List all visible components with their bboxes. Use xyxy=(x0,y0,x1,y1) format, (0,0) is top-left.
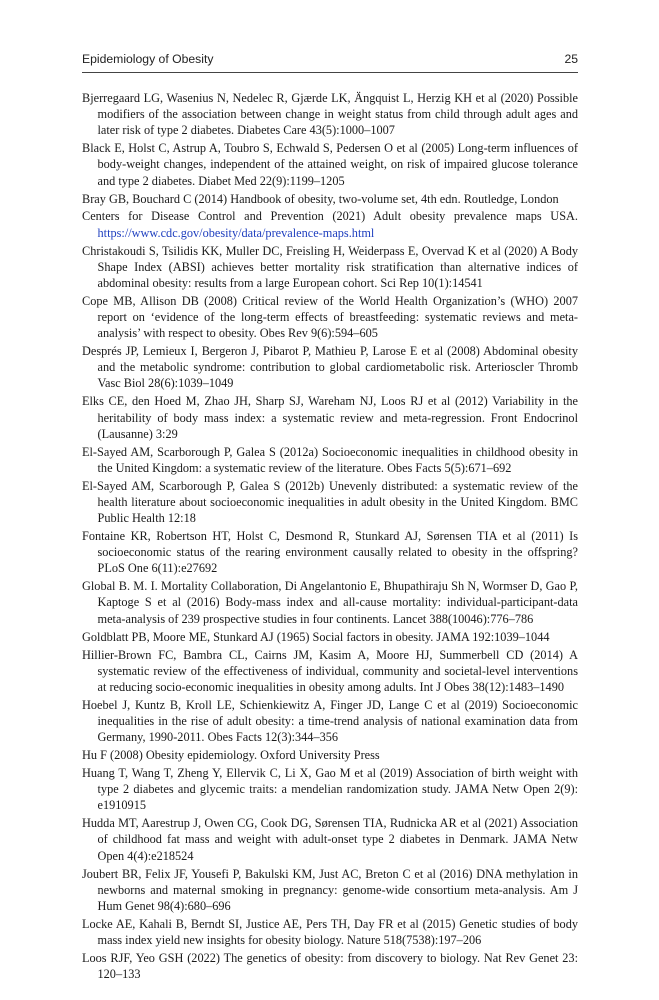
reference-text: Black E, Holst C, Astrup A, Toubro S, Echwald S, Pedersen O et al (2005) Long-term influences of body-weight changes, independent of the attained weight, on risk of impaired glucose tolerance and type 2 diabetes. Diabet Med 22(9):1199–1205 xyxy=(82,141,578,188)
reference-list xyxy=(82,90,578,984)
reference-item xyxy=(82,191,578,207)
reference-item xyxy=(82,916,578,948)
reference-item xyxy=(82,950,578,982)
reference-item xyxy=(82,140,578,188)
reference-item xyxy=(82,444,578,476)
reference-text: El-Sayed AM, Scarborough P, Galea S (2012b) Unevenly distributed: a systematic review of the health literature about socioeconomic inequalities in adult obesity in the United Kingdom. BMC Public Health 12:18 xyxy=(82,478,578,526)
reference-text: Loos RJF, Yeo GSH (2022) The genetics of obesity: from discovery to biology. Nat Rev Genet 23: 120–133 xyxy=(82,950,578,982)
page-number: 25 xyxy=(564,52,578,66)
header-rule xyxy=(82,72,578,73)
reference-text: Joubert BR, Felix JF, Yousefi P, Bakulski KM, Just AC, Breton C et al (2016) DNA methylation in newborns and maternal smoking in pregnancy: genome-wide consortium meta-analysis. Am J Hum Genet 98(4):680–696 xyxy=(82,866,578,913)
reference-item xyxy=(82,478,578,526)
reference-text: Bjerregaard LG, Wasenius N, Nedelec R, Gjærde LK, Ängquist L, Herzig KH et al (2020) Possible modifiers of the association between change in weight status from child through adult ages and later risk of type 2 diabetes. Diabetes Care 43(5):1000–1007 xyxy=(82,91,578,138)
reference-item xyxy=(82,208,578,240)
reference-text: Hu F (2008) Obesity epidemiology. Oxford University Press xyxy=(82,748,380,763)
reference-text: Christakoudi S, Tsilidis KK, Muller DC, Freisling H, Weiderpass E, Overvad K et al (2020) A Body Shape Index (ABSI) achieves better mortality risk stratification than alternative indices of abdominal obesity: results from a large European cohort. Sci Rep 10(1):14541 xyxy=(82,243,578,290)
reference-item xyxy=(82,393,578,441)
reference-text: Hudda MT, Aarestrup J, Owen CG, Cook DG, Sørensen TIA, Rudnicka AR et al (2021) Association of childhood fat mass and weight with adult-onset type 2 diabetes in Denmark. JAMA Netw Open 4(4):e218524 xyxy=(82,816,578,863)
reference-item xyxy=(82,815,578,863)
reference-item xyxy=(82,747,578,763)
reference-text: Hoebel J, Kuntz B, Kroll LE, Schienkiewitz A, Finger JD, Lange C et al (2019) Socioeconomic inequalities in the rise of adult obesity: a time-trend analysis of national examination data from Germany, 1990-2011. Obes Facts 12(3):344–356 xyxy=(82,697,578,745)
reference-text: Global B. M. I. Mortality Collaboration, Di Angelantonio E, Bhupathiraju Sh N, Wormser D, Gao P, Kaptoge S et al (2016) Body-mass index and all-cause mortality: individual-participant-data meta-analysis of 239 prospective studies in four continents. Lancet 388(10046):776–786 xyxy=(82,579,578,626)
reference-item xyxy=(82,90,578,138)
reference-text: Locke AE, Kahali B, Berndt SI, Justice AE, Pers TH, Day FR et al (2015) Genetic studies of body mass index yield new insights for obesity biology. Nature 518(7538):197–206 xyxy=(82,916,578,947)
reference-text: El-Sayed AM, Scarborough P, Galea S (2012a) Socioeconomic inequalities in childhood obesity in the United Kingdom: a systematic review of the literature. Obes Facts 5(5):671–692 xyxy=(82,444,578,475)
reference-item xyxy=(82,528,578,576)
reference-item xyxy=(82,343,578,391)
reference-item xyxy=(82,243,578,291)
reference-text: Elks CE, den Hoed M, Zhao JH, Sharp SJ, Wareham NJ, Loos RJ et al (2012) Variability in the heritability of body mass index: a systematic review and meta-regression. Front Endocrinol (Lausanne) 3:29 xyxy=(82,394,578,441)
reference-text: Centers for Disease Control and Prevention (2021) Adult obesity prevalence maps USA. xyxy=(82,209,578,224)
reference-item xyxy=(82,629,578,645)
reference-item xyxy=(82,866,578,914)
reference-text: Fontaine KR, Robertson HT, Holst C, Desmond R, Stunkard AJ, Sørensen TIA et al (2011) Is socioeconomic status of the rearing environment causally related to obesity in the offspring? PLoS One 6(11):e27692 xyxy=(82,529,578,576)
reference-text: Hillier-Brown FC, Bambra CL, Cairns JM, Kasim A, Moore HJ, Summerbell CD (2014) A systematic review of the effectiveness of individual, community and societal-level interventions at reducing socio-economic inequalities in obesity among adults. Int J Obes 38(12):1483–1490 xyxy=(82,647,578,694)
running-title: Epidemiology of Obesity xyxy=(82,52,214,66)
reference-item xyxy=(82,293,578,341)
reference-item xyxy=(82,697,578,745)
reference-link[interactable]: https://www.cdc.gov/obesity/data/prevalence-maps.html xyxy=(97,225,375,240)
reference-item xyxy=(82,647,578,695)
reference-text: Després JP, Lemieux I, Bergeron J, Pibarot P, Mathieu P, Larose E et al (2008) Abdominal obesity and the metabolic syndrome: contribution to global cardiometabolic risk. Arterioscler Thromb Vasc Biol 28(6):1039–1049 xyxy=(82,344,578,391)
reference-item xyxy=(82,765,578,813)
reference-text: Bray GB, Bouchard C (2014) Handbook of obesity, two-volume set, 4th edn. Routledge, London xyxy=(82,191,559,206)
reference-item xyxy=(82,578,578,626)
running-header xyxy=(82,50,578,68)
reference-text: Cope MB, Allison DB (2008) Critical review of the World Health Organization’s (WHO) 2007 report on ‘evidence of the long-term effects of breastfeeding: systematic reviews and meta-analysis’ with respect to obesity. Obes Rev 9(6):594–605 xyxy=(82,293,578,341)
reference-text: Huang T, Wang T, Zheng Y, Ellervik C, Li X, Gao M et al (2019) Association of birth weight with type 2 diabetes and glycemic traits: a mendelian randomization study. JAMA Netw Open 2(9): e1910915 xyxy=(82,766,578,813)
reference-text: Goldblatt PB, Moore ME, Stunkard AJ (1965) Social factors in obesity. JAMA 192:1039–1044 xyxy=(82,629,550,644)
